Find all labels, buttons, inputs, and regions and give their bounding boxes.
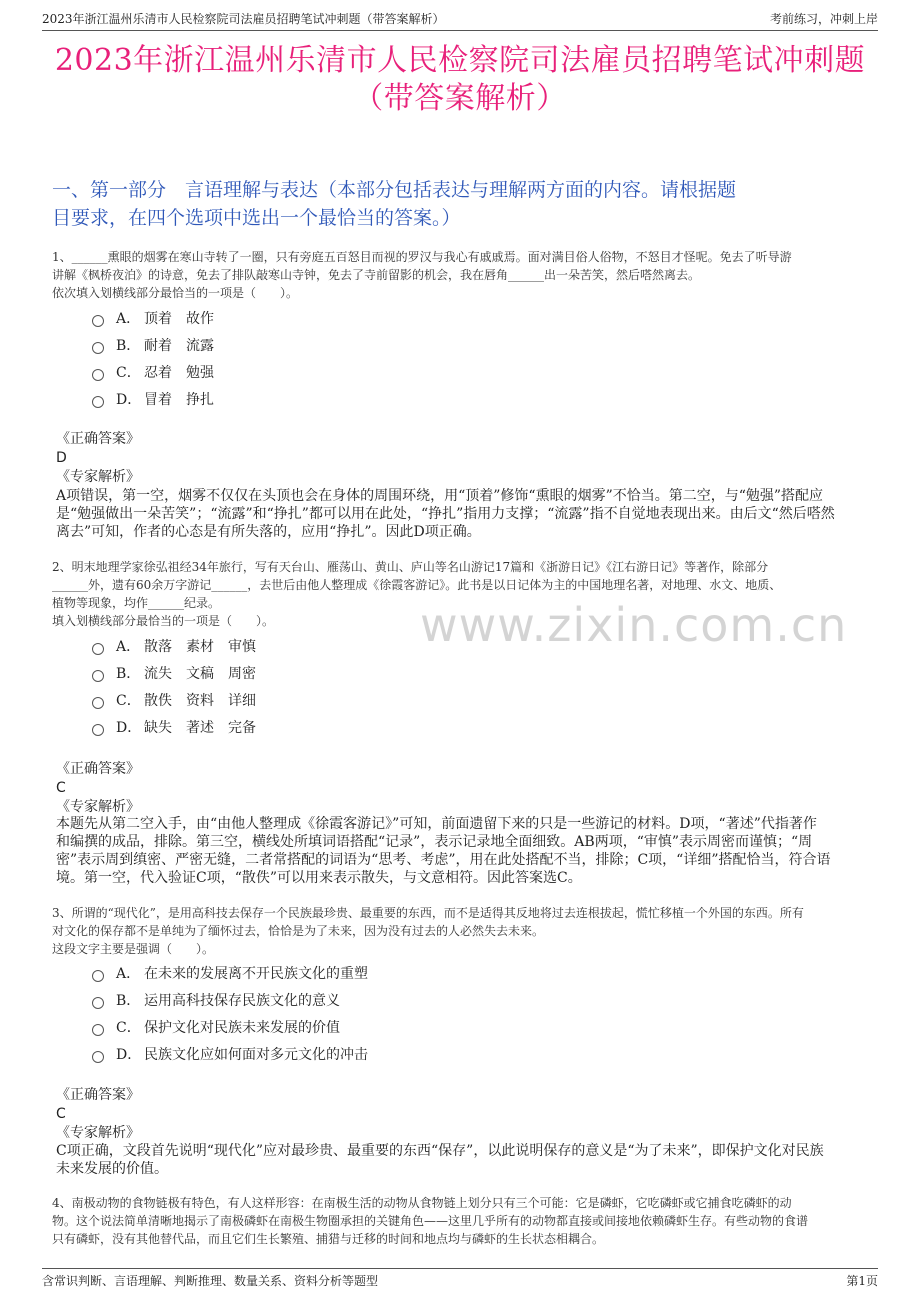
question-3-line: 3、所谓的“现代化”，是用高科技去保存一个民族最珍贵、最重要的东西，而不是适得其反地将过去连根拔起，慌忙移植一个外国的东西。所有	[52, 906, 804, 920]
option-letter: B．	[116, 992, 141, 1009]
radio-icon[interactable]	[92, 970, 104, 982]
section-heading-line1: 一、第一部分 言语理解与表达（本部分包括表达与理解两方面的内容。请根据题	[52, 179, 737, 201]
expert-analysis-label: 《专家解析》	[56, 799, 140, 815]
correct-answer-value: C	[56, 1106, 66, 1122]
option-letter: A．	[116, 638, 141, 655]
option-letter: D．	[116, 719, 142, 736]
option-letter: C．	[116, 692, 141, 709]
option-text: 流失 文稿 周密	[144, 665, 256, 682]
option-letter: C．	[116, 364, 141, 381]
page-footer	[42, 1268, 878, 1289]
question-1-option-d[interactable]	[92, 386, 792, 413]
page-title	[0, 42, 920, 118]
question-2-options	[92, 633, 792, 741]
question-1-option-b[interactable]	[92, 332, 792, 359]
question-1-line: 讲解《枫桥夜泊》的诗意，免去了排队敲寒山寺钟，免去了寺前留影的机会，我在唇角______出一朵苦笑，然后嗒然离去。	[52, 268, 701, 282]
analysis-line: 本题先从第二空入手，由“由他人整理成《徐霞客游记》”可知，前面遗留下来的只是一些游记的材料。D项，“著述”代指著作	[56, 816, 817, 832]
option-letter: A．	[116, 965, 141, 982]
option-text: 保护文化对民族未来发展的价值	[144, 1019, 340, 1036]
question-1-option-c[interactable]	[92, 359, 792, 386]
option-letter: D．	[116, 1046, 142, 1063]
question-3-line: 这段文字主要是强调（ ）。	[52, 942, 215, 956]
question-2-line: 填入划横线部分最恰当的一项是（ ）。	[52, 614, 275, 628]
analysis-line: 是“勉强做出一朵苦笑”；“流露”和“挣扎”都可以用在此处，“挣扎”指用力支撑；“流露”指不自觉地表现出来。由后文“然后嗒然	[56, 506, 835, 522]
radio-icon[interactable]	[92, 369, 104, 381]
header-slogan: 考前练习，冲刺上岸	[769, 12, 878, 26]
question-2-line: 2、明末地理学家徐弘祖经34年旅行，写有天台山、雁荡山、黄山、庐山等名山游记17篇和《浙游日记》《江右游日记》等著作，除部分	[52, 560, 769, 574]
analysis-line: 境。第一空，代入验证C项，“散佚”可以用来表示散失，与文意相符。因此答案选C。	[56, 870, 582, 886]
correct-answer-label: 《正确答案》	[56, 761, 140, 777]
radio-icon[interactable]	[92, 1051, 104, 1063]
header-doc-title: 2023年浙江温州乐清市人民检察院司法雇员招聘笔试冲刺题（带答案解析）	[42, 12, 445, 26]
radio-icon[interactable]	[92, 342, 104, 354]
radio-icon[interactable]	[92, 396, 104, 408]
option-text: 冒着 挣扎	[144, 391, 214, 408]
question-3-option-c[interactable]	[92, 1014, 792, 1041]
analysis-line: A项错误，第一空，烟雾不仅仅在头顶也会在身体的周围环绕，用“顶着”修饰“熏眼的烟雾”不恰当。第二空，与“勉强”搭配应	[56, 488, 824, 504]
page-title-line1: 2023年浙江温州乐清市人民检察院司法雇员招聘笔试冲刺题	[54, 43, 866, 78]
question-3-analysis	[56, 1142, 868, 1178]
option-text: 散佚 资料 详细	[144, 692, 256, 709]
question-3-option-a[interactable]	[92, 960, 792, 987]
radio-icon[interactable]	[92, 697, 104, 709]
question-2-option-c[interactable]	[92, 687, 792, 714]
question-2-answer	[56, 760, 868, 817]
analysis-line: 未来发展的价值。	[56, 1161, 168, 1177]
correct-answer-value: C	[56, 780, 66, 796]
option-letter: B．	[116, 337, 141, 354]
radio-icon[interactable]	[92, 670, 104, 682]
question-1-line: 依次填入划横线部分最恰当的一项是（ ）。	[52, 286, 299, 300]
section-heading	[52, 176, 868, 232]
radio-icon[interactable]	[92, 997, 104, 1009]
question-1-option-a[interactable]	[92, 305, 792, 332]
question-3-option-d[interactable]	[92, 1041, 792, 1068]
question-2-option-a[interactable]	[92, 633, 792, 660]
option-letter: C．	[116, 1019, 141, 1036]
question-1-line: 1、______熏眼的烟雾在寒山寺转了一圈，只有旁庭五百怒目而视的罗汉与我心有戚戚焉。面对满目俗人俗物，不怒目才怪呢。免去了听导游	[52, 250, 792, 264]
page-title-line2: （带答案解析）	[353, 81, 567, 116]
page-number: 第1页	[846, 1274, 878, 1288]
option-letter: B．	[116, 665, 141, 682]
option-letter: D．	[116, 391, 142, 408]
correct-answer-label: 《正确答案》	[56, 1087, 140, 1103]
radio-icon[interactable]	[92, 643, 104, 655]
question-1-stem	[52, 248, 872, 302]
option-text: 运用高科技保存民族文化的意义	[144, 992, 340, 1009]
question-2-option-b[interactable]	[92, 660, 792, 687]
question-1-analysis	[56, 487, 868, 541]
question-3-answer	[56, 1086, 868, 1143]
question-2-analysis	[56, 815, 868, 887]
question-2-stem	[52, 558, 872, 630]
expert-analysis-label: 《专家解析》	[56, 469, 140, 485]
question-4-line: 物。这个说法简单清晰地揭示了南极磷虾在南极生物圈承担的关键角色——这里几乎所有的动物都直接或间接地依赖磷虾生存。有些动物的食谱	[52, 1214, 809, 1228]
question-3-line: 对文化的保存都不是单纯为了缅怀过去，恰恰是为了未来，因为没有过去的人必然失去未来。	[52, 924, 545, 938]
question-2-line: 植物等现象，均作______纪录。	[52, 596, 221, 610]
option-text: 顶着 故作	[144, 310, 214, 327]
question-2-option-d[interactable]	[92, 714, 792, 741]
question-3-stem	[52, 904, 872, 958]
analysis-line: 离去”可知，作者的心态是有所失落的，应用“挣扎”。因此D项正确。	[56, 524, 481, 540]
radio-icon[interactable]	[92, 724, 104, 736]
analysis-line: 和编撰的成品，排除。第三空，横线处所填词语搭配“记录”，表示记录地全面细致。AB两项，“审慎”表示周密而谨慎；“周	[56, 834, 813, 850]
question-1-answer	[56, 430, 868, 487]
option-text: 耐着 流露	[144, 337, 214, 354]
analysis-line: C项正确，文段首先说明“现代化”应对最珍贵、最重要的东西“保存”，以此说明保存的意义是“为了未来”，即保护文化对民族	[56, 1143, 824, 1159]
question-4-stem	[52, 1194, 872, 1248]
watermark: www.zixin.com.cn	[420, 598, 848, 652]
question-4-line: 只有磷虾，没有其他替代品，而且它们生长繁殖、捕猎与迁移的时间和地点均与磷虾的生长状态相耦合。	[52, 1232, 605, 1246]
option-text: 缺失 著述 完备	[144, 719, 256, 736]
option-text: 散落 素材 审慎	[144, 638, 256, 655]
question-1-options	[92, 305, 792, 413]
section-heading-line2: 目要求，在四个选项中选出一个最恰当的答案。）	[52, 207, 461, 229]
radio-icon[interactable]	[92, 315, 104, 327]
question-3-options	[92, 960, 792, 1068]
option-text: 在未来的发展离不开民族文化的重塑	[144, 965, 368, 982]
analysis-line: 密”表示周到缜密、严密无缝，二者常搭配的词语为“思考、考虑”，用在此处搭配不当，排除；C项，“详细”搭配恰当，符合语	[56, 852, 831, 868]
correct-answer-label: 《正确答案》	[56, 431, 140, 447]
footer-note: 含常识判断、言语理解、判断推理、数量关系、资料分析等题型	[42, 1274, 379, 1288]
question-4-line: 4、南极动物的食物链极有特色，有人这样形容：在南极生活的动物从食物链上划分只有三个可能：它是磷虾，它吃磷虾或它捕食吃磷虾的动	[52, 1196, 792, 1210]
option-letter: A．	[116, 310, 141, 327]
question-2-line: ______外，遗有60余万字游记______，去世后由他人整理成《徐霞客游记》。此书是以日记体为主的中国地理名著，对地理、水文、地质、	[52, 578, 782, 592]
radio-icon[interactable]	[92, 1024, 104, 1036]
option-text: 忍着 勉强	[144, 364, 214, 381]
question-3-option-b[interactable]	[92, 987, 792, 1014]
option-text: 民族文化应如何面对多元文化的冲击	[144, 1046, 368, 1063]
expert-analysis-label: 《专家解析》	[56, 1125, 140, 1141]
correct-answer-value: D	[56, 450, 67, 466]
running-header	[42, 10, 878, 31]
